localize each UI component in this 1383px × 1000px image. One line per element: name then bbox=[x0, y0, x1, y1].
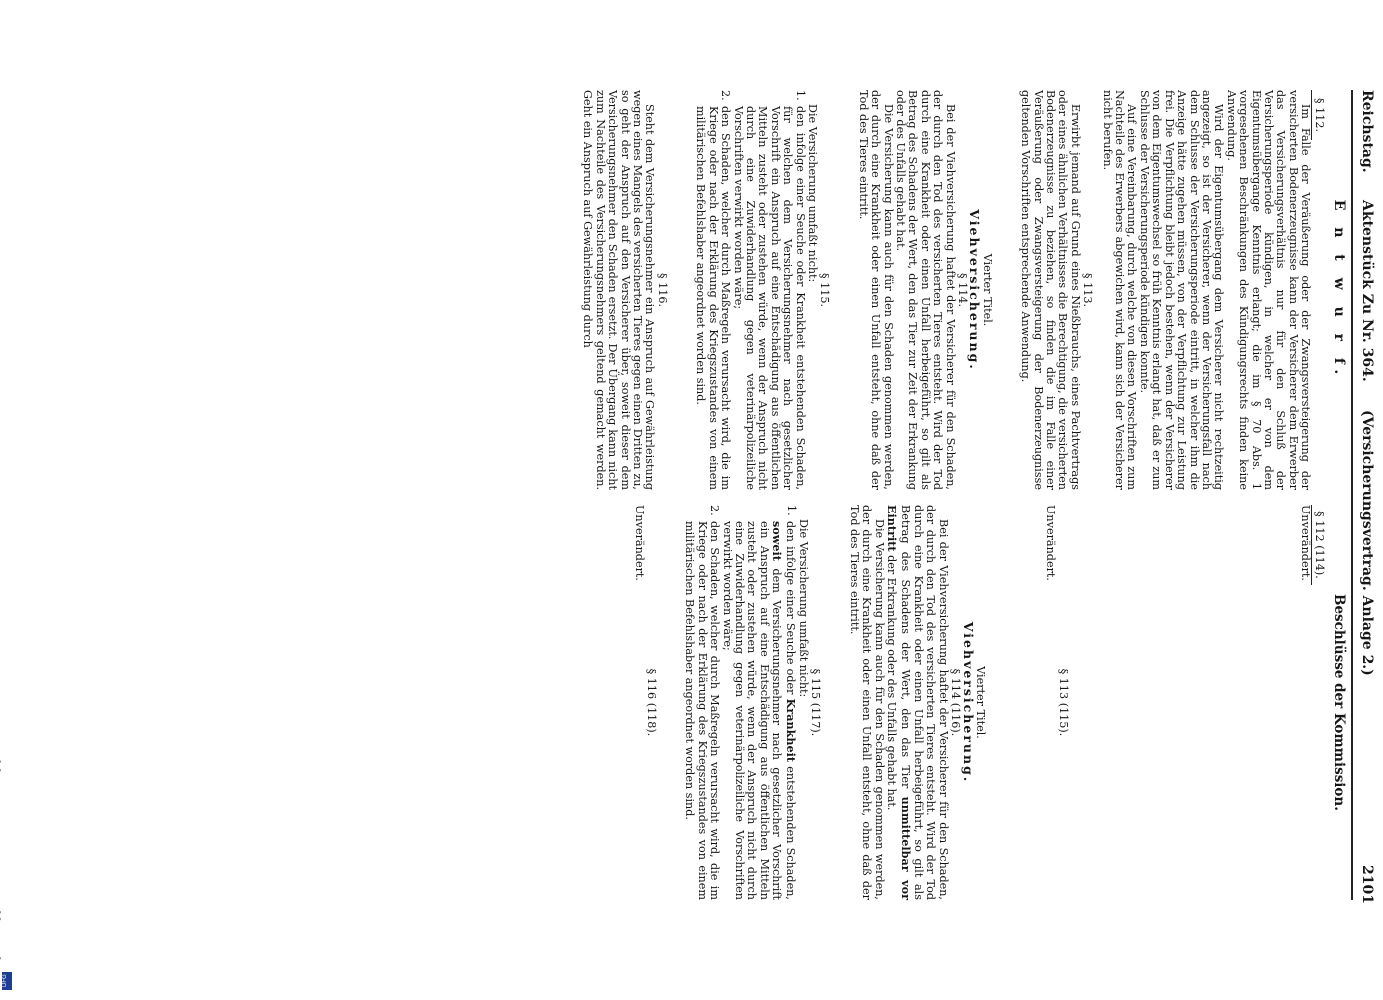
list-text: den Schaden, welcher durch Maßregeln verursacht wird, die im Kriege oder nach der Erklärung des Kriegszustandes von einem militärischen Befehlshaber angeordnet worden sind. bbox=[694, 106, 733, 490]
paragraph: Unverändert. bbox=[1044, 505, 1058, 581]
paragraph: Im Falle der Veräußerung oder der Zwangsversteigerung der versicherten Bodenerzeugnisse kann der Versicherer dem Erwerber das Versicherungsverhältnis nur für den Schluß der Versicherungsperiode kündigen, in welcher er von dem Eigentumsübergange Kenntnis erlangt; die im § 70 Abs. 1 vorgesehenen Beschränkungen des Kündigungsrechts finden keine Anwendung. bbox=[1224, 90, 1313, 490]
list-number: 1. bbox=[784, 505, 798, 516]
section-heading-114: § 114 (116). bbox=[949, 668, 963, 737]
paragraph: Die Versicherung umfaßt nicht: bbox=[797, 519, 811, 698]
paragraph: Die Versicherung kann auch für den Schaden genommen werden, der durch eine Krankheit oder einen Unfall entsteht, ohne daß der Tod des Tieres eintritt. bbox=[847, 505, 886, 900]
list-text bbox=[720, 521, 796, 900]
paragraph: Die Versicherung kann auch für den Schaden genommen werden, der durch eine Krankheit oder einen Unfall entsteht, ohne daß der Tod des Tieres eintritt. bbox=[856, 90, 895, 490]
section-heading-115: § 115 (117). bbox=[809, 668, 823, 737]
section-heading-114: § 114. bbox=[956, 272, 970, 308]
text-run: entstehenden Schaden, bbox=[783, 766, 797, 900]
paragraph: Bei der Viehversicherung haftet der Versicherer für den Schaden, der durch den Tod des versicherten Tieres entsteht. Wird der Tod durch eine Krankheit oder einen Unfall herbeigeführt, so gilt als Betrag des Schadens der Wert, den das Tier zur Zeit der Erkrankung oder des Unfalls gehabt hat. bbox=[894, 90, 957, 490]
section-heading-115: § 115. bbox=[818, 272, 832, 308]
footer-text bbox=[0, 710, 4, 968]
list-item bbox=[683, 505, 720, 900]
list-item bbox=[694, 90, 731, 490]
paragraph: Unverändert. bbox=[632, 505, 646, 581]
dfg-logo-icon: DFG bbox=[2, 972, 12, 990]
list-number: 2. bbox=[719, 90, 733, 101]
section-heading-113: § 113 (115). bbox=[1056, 668, 1070, 737]
text-run: Bei der Viehversicherung haftet der Versicherer für den Schaden, der durch den Tod des versicherten Tieres entsteht. Wird der Tod durch eine Krankheit oder einen Unfall herbeigeführt, so gilt als Betrag des Schadens der Wert, den das Tier bbox=[898, 505, 950, 900]
column-entwurf bbox=[581, 90, 1345, 490]
section-heading-113: § 113. bbox=[1081, 272, 1095, 308]
column-title-entwurf: E n t w u r f. bbox=[1331, 199, 1347, 381]
column-title-kommission: Beschlüsse der Kommission. bbox=[1331, 594, 1347, 811]
paragraph: Steht dem Versicherungsnehmer ein Anspruch auf Gewährleistung wegen eines Mangels des versicherten Tieres gegen einen Dritten zu, so geht der Anspruch auf den Versicherer über, soweit dieser dem Versicherungsnehmer den Schaden ersetzt. Der Übergang kann nicht zum Nachteile des Versicherungsnehmers geltend gemacht werden. Geht ein Anspruch auf Gewährleistung durch bbox=[581, 90, 657, 490]
title-label: Vierter Titel. bbox=[973, 666, 987, 739]
list-number: 2. bbox=[708, 505, 722, 516]
header-right: (Versicherungsvertrag. Anlage 2.) bbox=[1359, 410, 1375, 676]
amendment-highlight: soweit bbox=[770, 521, 785, 561]
title-name: Viehversicherung. bbox=[960, 621, 976, 784]
paragraph bbox=[885, 505, 949, 900]
header-middle: Aktenstück Zu Nr. 364. bbox=[1359, 200, 1375, 382]
text-run: dem Versicherungsnehmer nach gesetzlicher Vorschrift ein Anspruch auf eine Entschädigung aus öffentlichen Mitteln zusteht oder zustehen würde, wenn der Anspruch nicht durch eine Zuwiderhandlung gegen veterinärpolizeiliche Vorschriften verwirkt worden wäre; bbox=[720, 521, 784, 900]
title-name: Viehversicherung. bbox=[967, 209, 983, 371]
amendment-highlight: unmittelbar vor Eintritt bbox=[885, 505, 913, 900]
section-heading-112: § 112. bbox=[1311, 90, 1324, 140]
header-rule bbox=[1351, 90, 1353, 900]
text-run: der Erkrankung oder des Unfalls gehabt hat. bbox=[885, 555, 899, 811]
amendment-highlight: Krankheit bbox=[783, 698, 798, 763]
page-number: 2101 bbox=[1359, 865, 1375, 904]
paragraph: Unverändert. bbox=[1299, 505, 1313, 581]
list-text: den infolge einer Seuche oder Krankheit entstehenden Schaden, für welchen dem Versicherungsnehmer nach gesetzlicher Vorschrift ein Anspruch auf eine Entschädigung aus öffentlichen Mitteln zusteht oder zustehen würde, wenn der Anspruch nicht durch eine Zuwiderhandlung gegen veterinärpolizeiliche Vorschriften verwirkt worden wäre; bbox=[731, 106, 807, 490]
section-heading-112: § 112 (114). bbox=[1311, 505, 1324, 585]
text-run: den infolge einer Seuche oder bbox=[783, 521, 797, 695]
title-label: Vierter Titel. bbox=[980, 253, 994, 327]
header-left: Reichstag. bbox=[1359, 90, 1375, 173]
paragraph: Auf eine Vereinbarung, durch welche von diesen Vorschriften zum Nachteile des Erwerbers abgewichen wird, kann sich der Versicherer nicht berufen. bbox=[1100, 90, 1139, 490]
list-item bbox=[720, 505, 796, 900]
paragraph: Erwirbt jemand auf Grund eines Nießbrauchs, eines Pachtvertrags oder eines ähnlichen Verhältnisses die Berechtigung, die versicherten Bodenerzeugnisse zu beziehen, so finden die im Falle einer Veräußerung oder Zwangsversteigerung der Bodenerzeugnisse geltenden Vorschriften entsprechende Anwendung. bbox=[1019, 90, 1082, 490]
section-heading-116: § 116. bbox=[655, 272, 669, 308]
page-header bbox=[1355, 90, 1375, 904]
list-text: den Schaden, welcher durch Maßregeln verursacht wird, die im Kriege oder nach der Erklärung des Kriegszustandes von einem militärischen Befehlshaber angeordnet worden sind. bbox=[683, 521, 722, 900]
list-number: 1. bbox=[793, 90, 807, 101]
paragraph: Wird der Eigentumsübergang dem Versicherer nicht rechtzeitig angezeigt, so ist der Versicherer, wenn der Versicherungsfall nach dem Schlusse der Versicherungsperiode eintritt, in welcher ihm die Anzeige hätte zugehen müssen, von der Verpflichtung zur Leistung frei. Die Verpflichtung bleibt jedoch bestehen, wenn der Versicherer von dem Eigentumswechsel so früh Kenntnis erlangt hat, daß er zum Schlusse der Versicherungsperiode kündigen konnte. bbox=[1137, 90, 1226, 490]
column-kommission bbox=[632, 505, 1345, 900]
paragraph: Die Versicherung umfaßt nicht: bbox=[805, 104, 819, 283]
section-heading-116: § 116 (118). bbox=[645, 668, 659, 737]
list-item bbox=[731, 90, 805, 490]
digitization-footer bbox=[0, 0, 12, 1000]
